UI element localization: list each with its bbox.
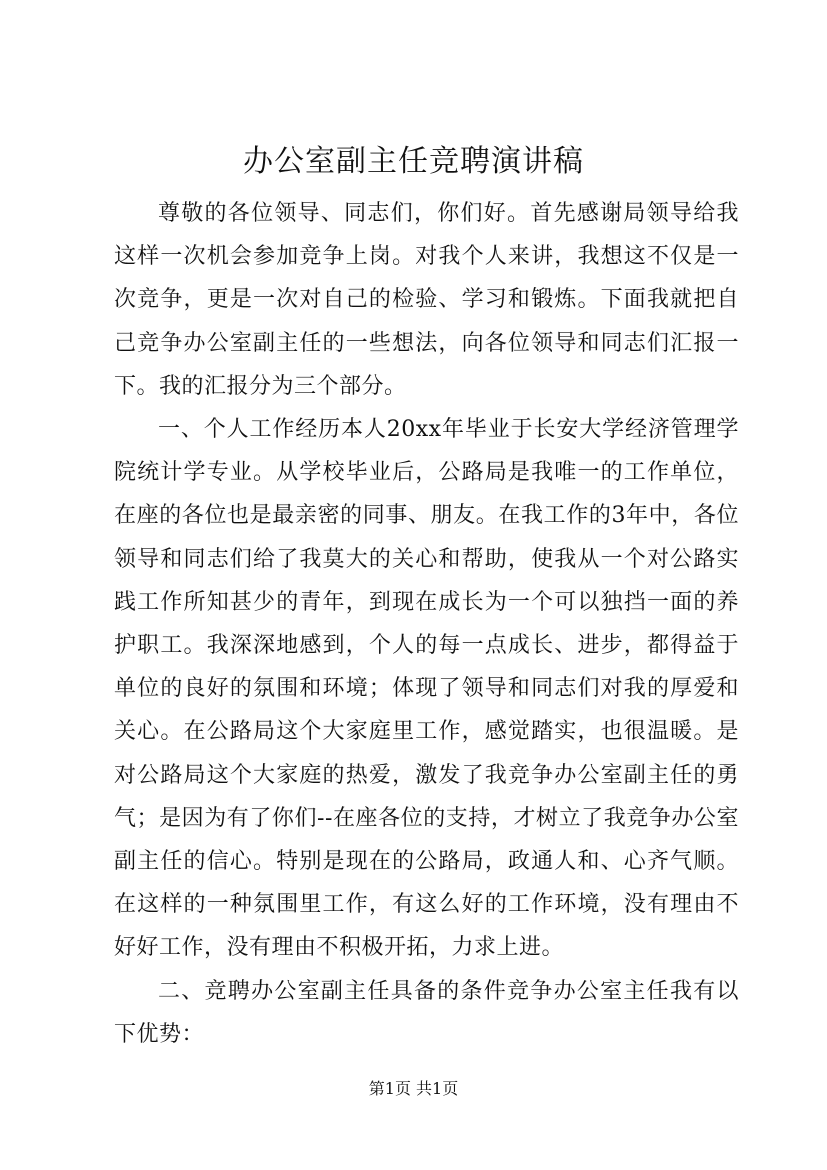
paragraph-qualifications: 二、竞聘办公室副主任具备的条件竞争办公室主任我有以下优势： xyxy=(114,978,739,1047)
paragraph-greeting: 尊敬的各位领导、同志们，你们好。首先感谢局领导给我这样一次机会参加竞争上岗。对我个人来讲，我想这不仅是一次竞争，更是一次对自己的检验、学习和锻炼。下面我就把自己竞争办公室副主任的一些想法，向各位领导和同志们汇报一下。我的汇报分为三个部分。 xyxy=(114,201,739,399)
document-body xyxy=(114,192,739,1056)
paragraph-work-experience: 一、个人工作经历本人20xx年毕业于长安大学经济管理学院统计学专业。从学校毕业后，公路局是我唯一的工作单位，在座的各位也是最亲密的同事、朋友。在我工作的3年中，各位领导和同志们给了我莫大的关心和帮助，使我从一个对公路实践工作所知甚少的青年，到现在成长为一个可以独挡一面的养护职工。我深深地感到，个人的每一点成长、进步，都得益于单位的良好的氛围和环境；体现了领导和同志们对我的厚爱和关心。在公路局这个大家庭里工作，感觉踏实，也很温暖。是对公路局这个大家庭的热爱，激发了我竞争办公室副主任的勇气；是因为有了你们--在座各位的支持，才树立了我竞争办公室副主任的信心。特别是现在的公路局，政通人和、心齐气顺。在这样的一种氛围里工作，有这么好的工作环境，没有理由不好好工作，没有理由不积极开拓，力求上进。 xyxy=(114,417,739,961)
document-title: 办公室副主任竞聘演讲稿 xyxy=(243,144,584,179)
page-footer: 第1页 共1页 xyxy=(368,1079,459,1098)
